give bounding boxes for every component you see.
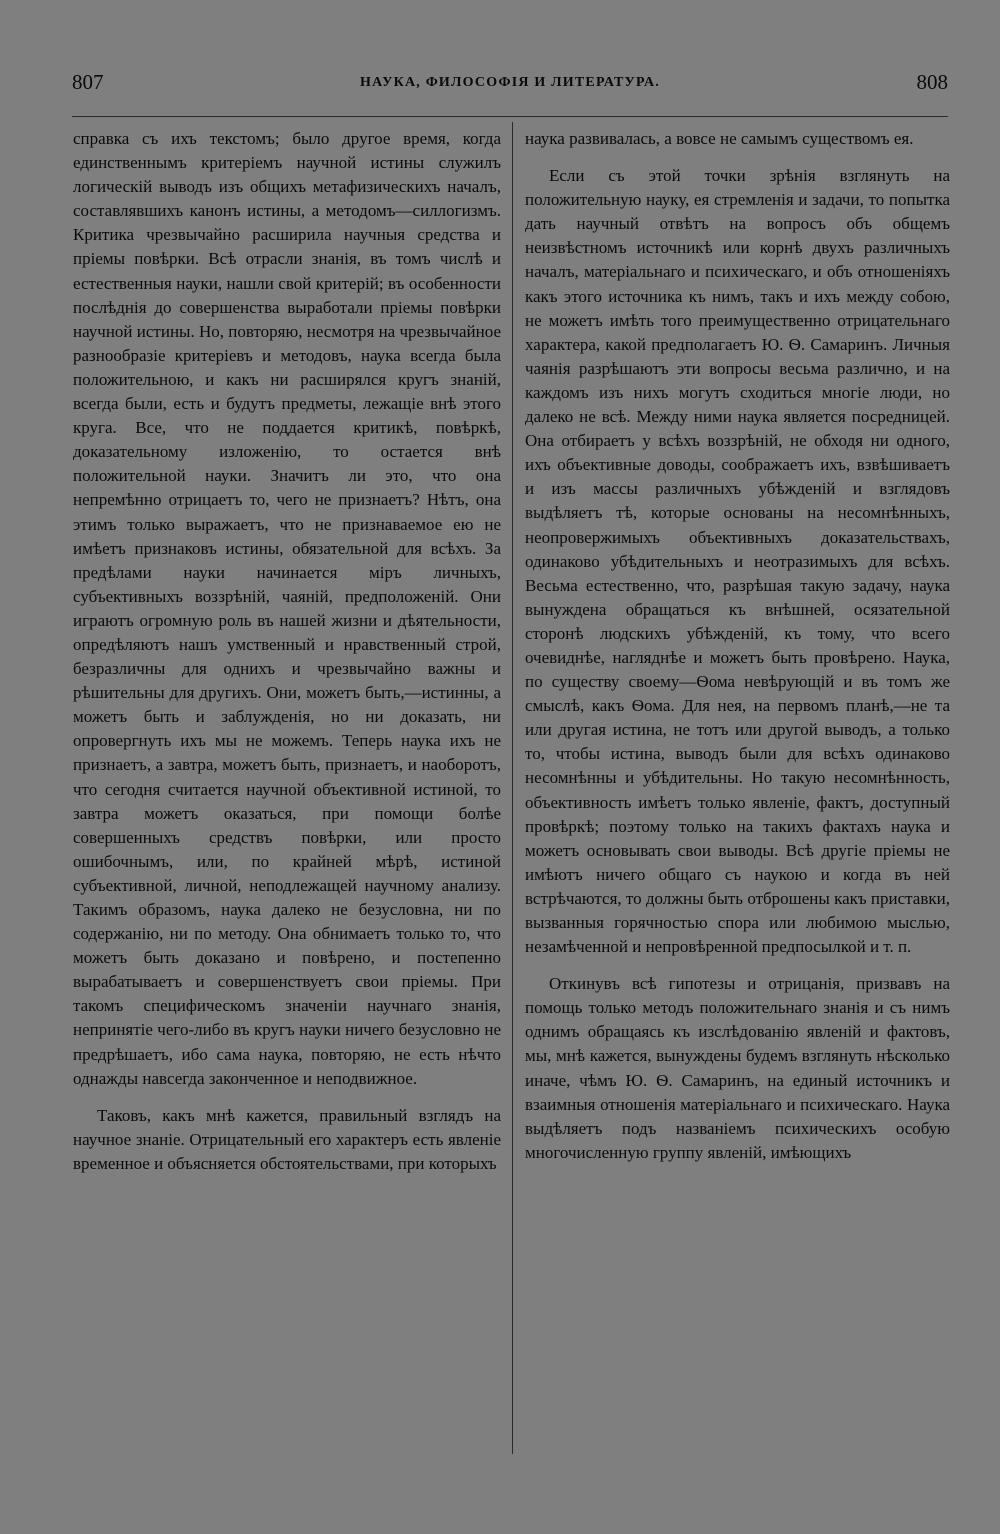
page-header (72, 70, 948, 106)
page-number-right: 808 (916, 70, 948, 94)
right-paragraph-1: наука развивалась, а вовсе не самымъ существомъ ея. (525, 129, 914, 148)
right-paragraph-2: Если съ этой точки зрѣнія взглянуть на положительную науку, ея стремленія и задачи, то попытка дать научный отвѣтъ на вопросъ объ общемъ неизвѣстномъ источникѣ или корнѣ двухъ различныхъ началъ, матеріальнаго и психическаго, и объ отношеніяхъ какъ этого источника къ нимъ, такъ и ихъ между собою, не можетъ имѣть того преимущественно отрицательнаго характера, какой предполагаетъ Ю. Ѳ. Самаринъ. Личныя чаянія разрѣшаютъ эти вопросы весьма различно, и на каждомъ изъ нихъ могутъ сходиться многіе люди, но далеко не всѣ. Между ними наука является посредницей. Она отбираетъ у всѣхъ воззрѣній, не обходя ни одного, ихъ объективные доводы, соображаетъ ихъ, взвѣшиваетъ и изъ массы различныхъ убѣжденій и взглядовъ выдѣляетъ тѣ, которые основаны на несомнѣнныхъ, неопровержимыхъ объективныхъ доказательствахъ, одинаково убѣдительныхъ и неотразимыхъ для всѣхъ. Весьма естественно, что, разрѣшая такую задачу, наука вынуждена обращаться къ внѣшней, осязательной сторонѣ людскихъ убѣжденій, къ тому, что всего очевиднѣе, нагляднѣе и можетъ быть провѣрено. Наука, по существу своему—Ѳома невѣрующій и въ томъ же смыслѣ, какъ Ѳома. Для нея, на первомъ планѣ,—не та или другая истина, не тотъ или другой выводъ, а только то, чтобы истина, выводъ были для всѣхъ одинаково несомнѣнны и убѣдительны. Но такую несомнѣнность, объективность имѣетъ только явленіе, фактъ, доступный провѣркѣ; поэтому только на такихъ фактахъ наука и можетъ основывать свои выводы. Всѣ другіе пріемы не имѣютъ ничего общаго съ наукою и когда въ ней встрѣчаются, то должны быть отброшены какъ приставки, вызванныя горячностью спора или любимою мыслью, незамѣченной и непровѣренной предпосылкой и т. п. (525, 166, 950, 957)
right-column (525, 127, 950, 1178)
left-paragraph-1: справка съ ихъ текстомъ; было другое время, когда единственнымъ критеріемъ научной истины служилъ логическій выводъ изъ общихъ метафизическихъ началъ, составлявшихъ канонъ истины, а методомъ—силлогизмъ. Критика чрезвычайно расширила научныя средства и пріемы повѣрки. Всѣ отрасли знанія, въ томъ числѣ и естественныя науки, нашли свой критерій; въ особенности послѣднія до совершенства выработали пріемы повѣрки научной истины. Но, повторяю, несмотря на чрезвычайное разнообразіе критеріевъ и методовъ, наука всегда была положительною, и какъ ни расширялся кругъ знаній, всегда были, есть и будутъ предметы, лежащіе внѣ этого круга. Все, что не поддается критикѣ, повѣркѣ, доказательному изложенію, то остается внѣ положительной науки. Значитъ ли это, что она непремѣнно отрицаетъ то, чего не признаетъ? Нѣтъ, она этимъ только выражаетъ, что не признаваемое ею не имѣетъ признаковъ истины, обязательной для всѣхъ. За предѣлами науки начинается міръ личныхъ, субъективныхъ воззрѣній, чаяній, предположеній. Они играютъ огромную роль въ нашей жизни и дѣятельности, опредѣляютъ нашъ умственный и нравственный строй, безразличны для однихъ и чрезвычайно важны и рѣшительны для другихъ. Они, можетъ быть,—истинны, а можетъ быть и заблужденія, но ни доказать, ни опровергнуть ихъ мы не можемъ. Теперь наука ихъ не признаетъ, а завтра, можетъ быть, признаетъ, и наоборотъ, что сегодня считается научной объективной истиной, то завтра можетъ оказаться, при помощи болѣе совершенныхъ средствъ повѣрки, или просто ошибочнымъ, или, по крайней мѣрѣ, истиной субъективной, личной, неподлежащей научному анализу. Такимъ образомъ, наука далеко не безусловна, ни по содержанію, ни по методу. Она обнимаетъ только то, что можетъ быть доказано и повѣрено, и постепенно вырабатываетъ и совершенствуетъ свои пріемы. При такомъ специфическомъ значеніи научнаго знанія, непринятіе чего-либо въ кругъ науки ничего безусловно не предрѣшаетъ, ибо сама наука, повторяю, не есть нѣчто однажды навсегда законченное и неподвижное. (73, 129, 501, 1088)
running-title: НАУКА, ФИЛОСОФІЯ И ЛИТЕРАТУРА. (360, 75, 660, 90)
header-rule (72, 116, 948, 117)
left-column (73, 127, 501, 1189)
column-divider (512, 122, 513, 1454)
left-paragraph-2: Таковъ, какъ мнѣ кажется, правильный взглядъ на научное знаніе. Отрицательный его характеръ есть явленіе временное и объясняется обстоятельствами, при которыхъ (73, 1105, 501, 1173)
right-paragraph-3: Откинувъ всѣ гипотезы и отрицанія, призвавъ на помощь только методъ положительнаго знанія и съ нимъ однимъ обращаясь къ изслѣдованію явленій и фактовъ, мы, мнѣ кажется, вынуждены будемъ взглянуть нѣсколько иначе, чѣмъ Ю. Ѳ. Самаринъ, на единый источникъ и взаимныя отношенія матеріальнаго и психическаго. Наука выдѣляетъ подъ названіемъ психическихъ особую многочисленную группу явленій, имѣющихъ (525, 974, 950, 1162)
page-number-left: 807 (72, 70, 104, 94)
